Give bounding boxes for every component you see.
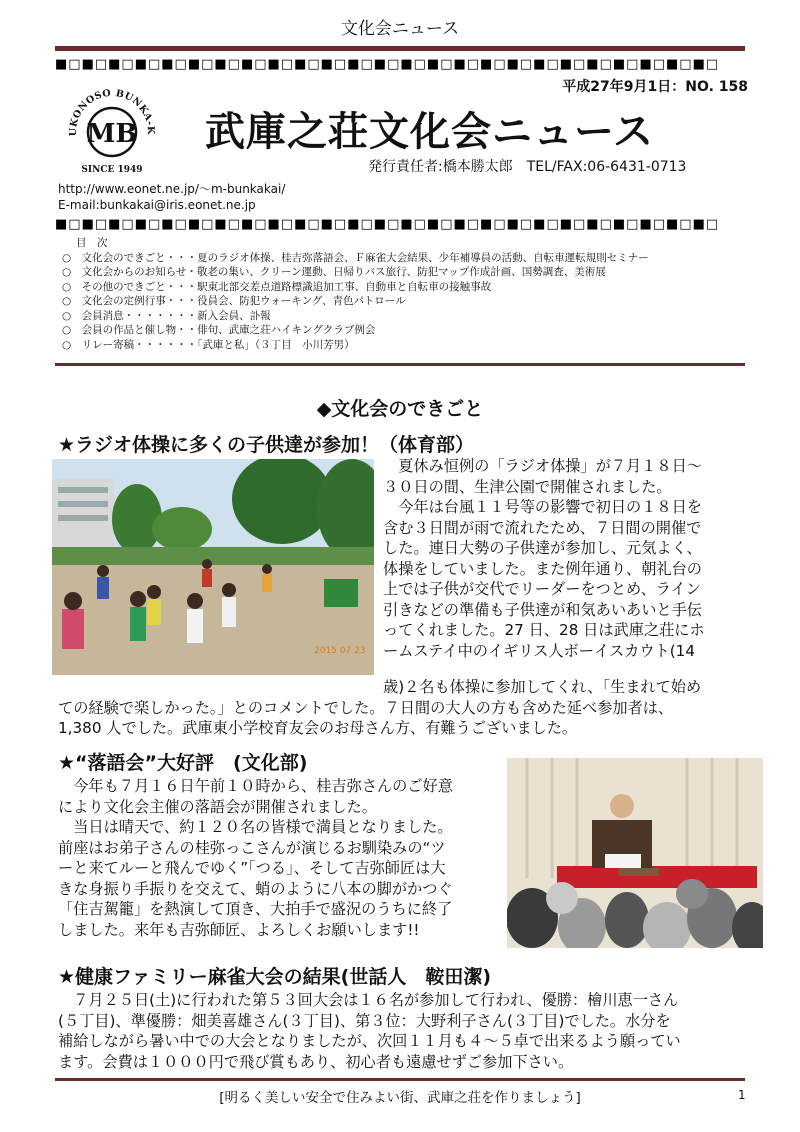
date-issue: 平成27年9月1日：NO. 158 xyxy=(562,79,748,95)
toc-item: ○ 会員消息・・・・・・・新入会員、訃報 xyxy=(62,309,271,322)
rakugo-heading: ★“落語会”大好評 (文化部) xyxy=(58,752,308,774)
toc-item: ○ その他のできごと・・・駅東北部交差点道路標識追加工事、自動車と自転車の接触事故 xyxy=(62,280,492,293)
radio-exercise-body-full: 歳)２名も体操に参加してくれ、「生まれて始め ての経験で楽しかった。」とのコメントでした。７日間の大人の方も含めた延べ参加者は、 1,380 人でした。武庫東小学校育友会のお母さん方、有難うございました。 xyxy=(58,678,702,737)
toc-item: ○ リレー寄稿・・・・・・「武庫と私」（３丁目 小川芳男） xyxy=(62,338,355,351)
toc-item: ○ 文化会の定例行事・・・役員会、防犯ウォーキング、青色パトロール xyxy=(62,295,406,307)
page-number: 1 xyxy=(738,1088,746,1102)
table-of-contents xyxy=(62,236,649,352)
radio-exercise-body-right: 夏休み恒例の「ラジオ体操」が７月１８日～ ３０日の間、生津公園で開催されました。 今年は台風１１号等の影響で初日の１８日を 含む３日間が雨で流れたため、７日間の開催で した。連日大勢の子供達が参加し、元気よく、 体操をしていました。また例年通り、朝礼台の 上では子供が交代でリーダーをつとめ、ライン 引きなどの準備も子供達が和気あいあいと手伝 ってくれました。27 日、28 日は武庫之荘にホ ームステイ中のイギリス人ボーイスカウト(14 xyxy=(383,457,705,660)
toc-label: 目 次 xyxy=(76,237,108,249)
logo-since: SINCE 1949 xyxy=(81,165,143,175)
mahjong-heading: ★健康ファミリー麻雀大会の結果(世話人 鞍田潔) xyxy=(58,966,492,988)
radio-exercise-photo xyxy=(52,459,374,675)
logo-arc-text: UKONOSO BUNKA-K xyxy=(67,87,157,137)
main-title: 武庫之荘文化会ニュース xyxy=(205,109,654,155)
top-rule xyxy=(55,46,745,51)
radio-exercise-heading: ★ラジオ体操に多くの子供達が参加！（体育部） xyxy=(58,434,475,456)
footer-slogan: [明るく美しい安全で住みよい街、武庫之荘を作りましょう] xyxy=(219,1090,581,1106)
publisher-line: 発行責任者:橋本勝太郎 TEL/FAX:06-6431-0713 xyxy=(368,159,687,175)
squares-divider-top: ■□■□■□■□■□■□■□■□■□■□■□■□■□■□■□■□■□■□■□■□■□■□■□■□■□ xyxy=(55,58,720,72)
rakugo-body: 今年も７月１６日午前１０時から、桂吉弥さんのご好意 により文化会主催の落語会が開催されました。 当日は晴天で、約１２０名の皆様で満員となりました。 前座はお弟子さんの桂弥っこさんが演じるお馴染みの“ツ ーと来てルーと飛んでゆく”「つる」、そして吉弥師匠は大 きな身振り手振りを交えて、蛸のように八本の脚がかつぐ 「住吉駕籠」を熱演して頂き、大拍手で盛況のうちに終了 しました。来年も吉弥師匠、よろしくお願いします!! xyxy=(58,777,453,939)
squares-divider-middle: ■□■□■□■□■□■□■□■□■□■□■□■□■□■□■□■□■□■□■□■□■□■□■□■□■□ xyxy=(55,218,720,232)
rakugo-photo xyxy=(507,758,763,948)
footer-rule xyxy=(55,1078,745,1081)
toc-item: ○ 会員の作品と催し物・・俳句、武庫之荘ハイキングクラブ例会 xyxy=(62,324,376,336)
running-title: 文化会ニュース xyxy=(340,19,460,39)
website-url[interactable]: http://www.eonet.ne.jp/～m-bunkakai/ xyxy=(58,182,286,196)
toc-bottom-rule xyxy=(55,363,745,366)
mahjong-body: ７月２５日(土)に行われた第５３回大会は１６名が参加して行われ、優勝：檜川恵一さん (５丁目)、準優勝：畑美喜雄さん(３丁目)、第３位：大野利子さん(３丁目)でした。水分を 補給しながら暑い中での大会となりましたが、次回１１月も４～５卓で出来るよう願ってい ます。会費は１０００円で飛び賞もあり、初心者も遠慮せずご参加下さい。 xyxy=(58,991,681,1071)
logo xyxy=(64,80,160,176)
toc-item: ○ 文化会からのお知らせ・敬老の集い、クリーン運動、日帰りバス旅行、防犯マップ作成計画、国勢調査、美術展 xyxy=(62,266,606,278)
logo-initials: MB xyxy=(86,119,138,149)
section-title: ◆文化会のできごと xyxy=(316,398,484,420)
photo-date-stamp: 2015 07 23 xyxy=(314,646,366,656)
toc-item: ○ 文化会のできごと・・・夏のラジオ体操、桂吉弥落語会、Ｆ麻雀大会結果、少年補導員の活動、自転車運転規則セミナー xyxy=(62,251,649,264)
email-address[interactable]: E-mail:bunkakai@iris.eonet.ne.jp xyxy=(58,198,256,212)
